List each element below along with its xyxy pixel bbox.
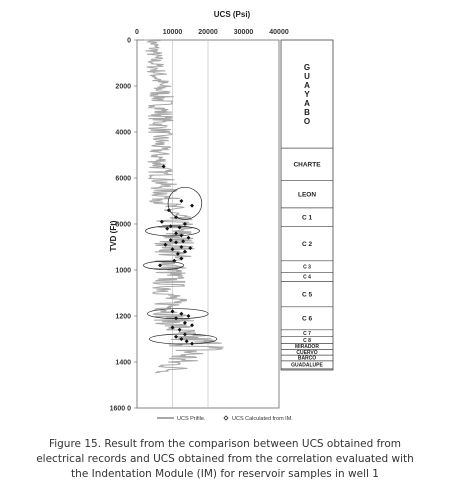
y-axis-label: TVD (Ft) <box>109 220 118 252</box>
formation-label: C 4 <box>303 274 311 281</box>
formation-label: GUADALUPE <box>291 362 323 369</box>
formation-label: C 7 <box>303 331 311 337</box>
y-tick-label: 4000 <box>115 129 131 137</box>
caption-line-3: the Indentation Module (IM) for reservoir samples in well 1 <box>71 468 379 480</box>
x-tick-label: 0 <box>135 29 139 36</box>
formation-label: CHARTE <box>293 161 321 169</box>
legend-label-profile: UCS Prifile. <box>177 416 206 422</box>
y-tick-label: 1600 0 <box>109 405 131 413</box>
formation-label: C 1 <box>301 214 313 222</box>
x-tick-label: 10000 <box>162 29 183 36</box>
formation-label: BARCO <box>297 355 317 362</box>
formation-label: MIRADOR <box>295 344 319 351</box>
formation-label: C 5 <box>301 291 313 299</box>
formation-label: C 8 <box>303 337 311 344</box>
y-tick-label: 8000 <box>115 221 131 229</box>
formation-label: LEON <box>297 191 317 199</box>
x-tick-label: 20000 <box>198 29 218 36</box>
caption-line-2: electrical records and UCS obtained from the correlation evaluated with <box>36 453 414 465</box>
y-tick-label: 6000 <box>115 175 131 183</box>
chart-title: UCS (Psi) <box>213 10 251 19</box>
y-tick-label: 1000 <box>115 267 131 275</box>
legend-diamond-icon <box>224 416 228 420</box>
y-tick-label: 1400 <box>115 359 131 367</box>
legend <box>157 416 293 422</box>
caption-line-1: Figure 15. Result from the comparison between UCS obtained from <box>48 438 402 450</box>
x-tick-label: 40000 <box>269 29 289 36</box>
figure-caption <box>10 437 440 482</box>
formation-label: C 2 <box>301 240 313 248</box>
y-tick-label: 0 <box>127 37 131 45</box>
x-axis-ticks <box>135 29 289 36</box>
x-tick-label: 30000 <box>233 29 254 36</box>
formation-label: C 3 <box>303 264 311 271</box>
formation-label: CUERVO <box>296 349 318 356</box>
formation-label: C 6 <box>301 315 313 323</box>
y-tick-label: 1200 <box>115 313 131 321</box>
y-tick-label: 2000 <box>115 83 131 91</box>
formation-label: G U A Y A B O <box>303 63 311 126</box>
legend-label-im: UCS Calculated from IM. <box>232 416 293 422</box>
